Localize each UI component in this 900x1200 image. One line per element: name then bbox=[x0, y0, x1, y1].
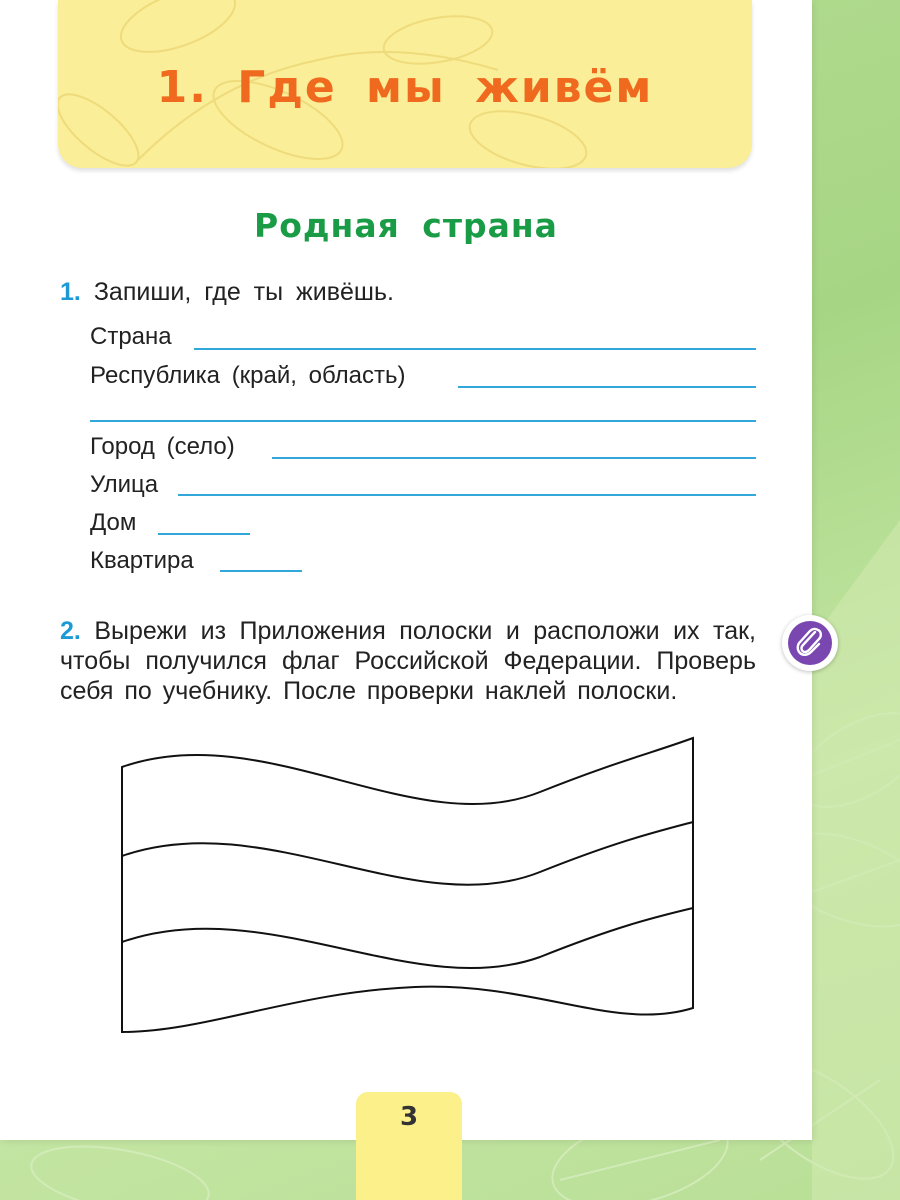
flag-outline[interactable] bbox=[115, 732, 705, 1042]
country-label: Страна bbox=[90, 323, 172, 350]
republic-label: Республика (край, область) bbox=[90, 362, 406, 389]
house-answer-line[interactable] bbox=[158, 533, 250, 535]
page-number: 3 bbox=[399, 1102, 419, 1132]
republic-answer-line-2[interactable] bbox=[90, 420, 756, 422]
city-answer-line[interactable] bbox=[272, 457, 756, 459]
attachment-button[interactable] bbox=[782, 615, 838, 671]
task1-text: Запиши, где ты живёшь. bbox=[93, 278, 394, 306]
chapter-title: 1. Где мы живём bbox=[156, 62, 654, 113]
apartment-answer-line[interactable] bbox=[220, 570, 302, 572]
republic-answer-line[interactable] bbox=[458, 386, 756, 388]
task1-number: 1. bbox=[60, 278, 81, 306]
task2-instruction bbox=[60, 616, 756, 706]
paperclip-icon bbox=[792, 624, 828, 662]
house-label: Дом bbox=[90, 509, 137, 536]
city-label: Город (село) bbox=[90, 433, 235, 460]
chapter-header-band bbox=[58, 0, 752, 168]
task1-instruction bbox=[60, 278, 394, 307]
task2-text: Вырежи из Приложения полоски и расположи их так, чтобы получился флаг Российской Федерации. Проверь себя по учебнику. После проверки наклей полоски. bbox=[60, 617, 756, 705]
street-label: Улица bbox=[90, 471, 159, 498]
page-number-tab bbox=[356, 1092, 462, 1200]
apartment-label: Квартира bbox=[90, 547, 194, 574]
section-title: Родная страна bbox=[254, 206, 558, 245]
street-answer-line[interactable] bbox=[178, 494, 756, 496]
task2-number: 2. bbox=[60, 617, 81, 645]
country-answer-line[interactable] bbox=[194, 348, 756, 350]
